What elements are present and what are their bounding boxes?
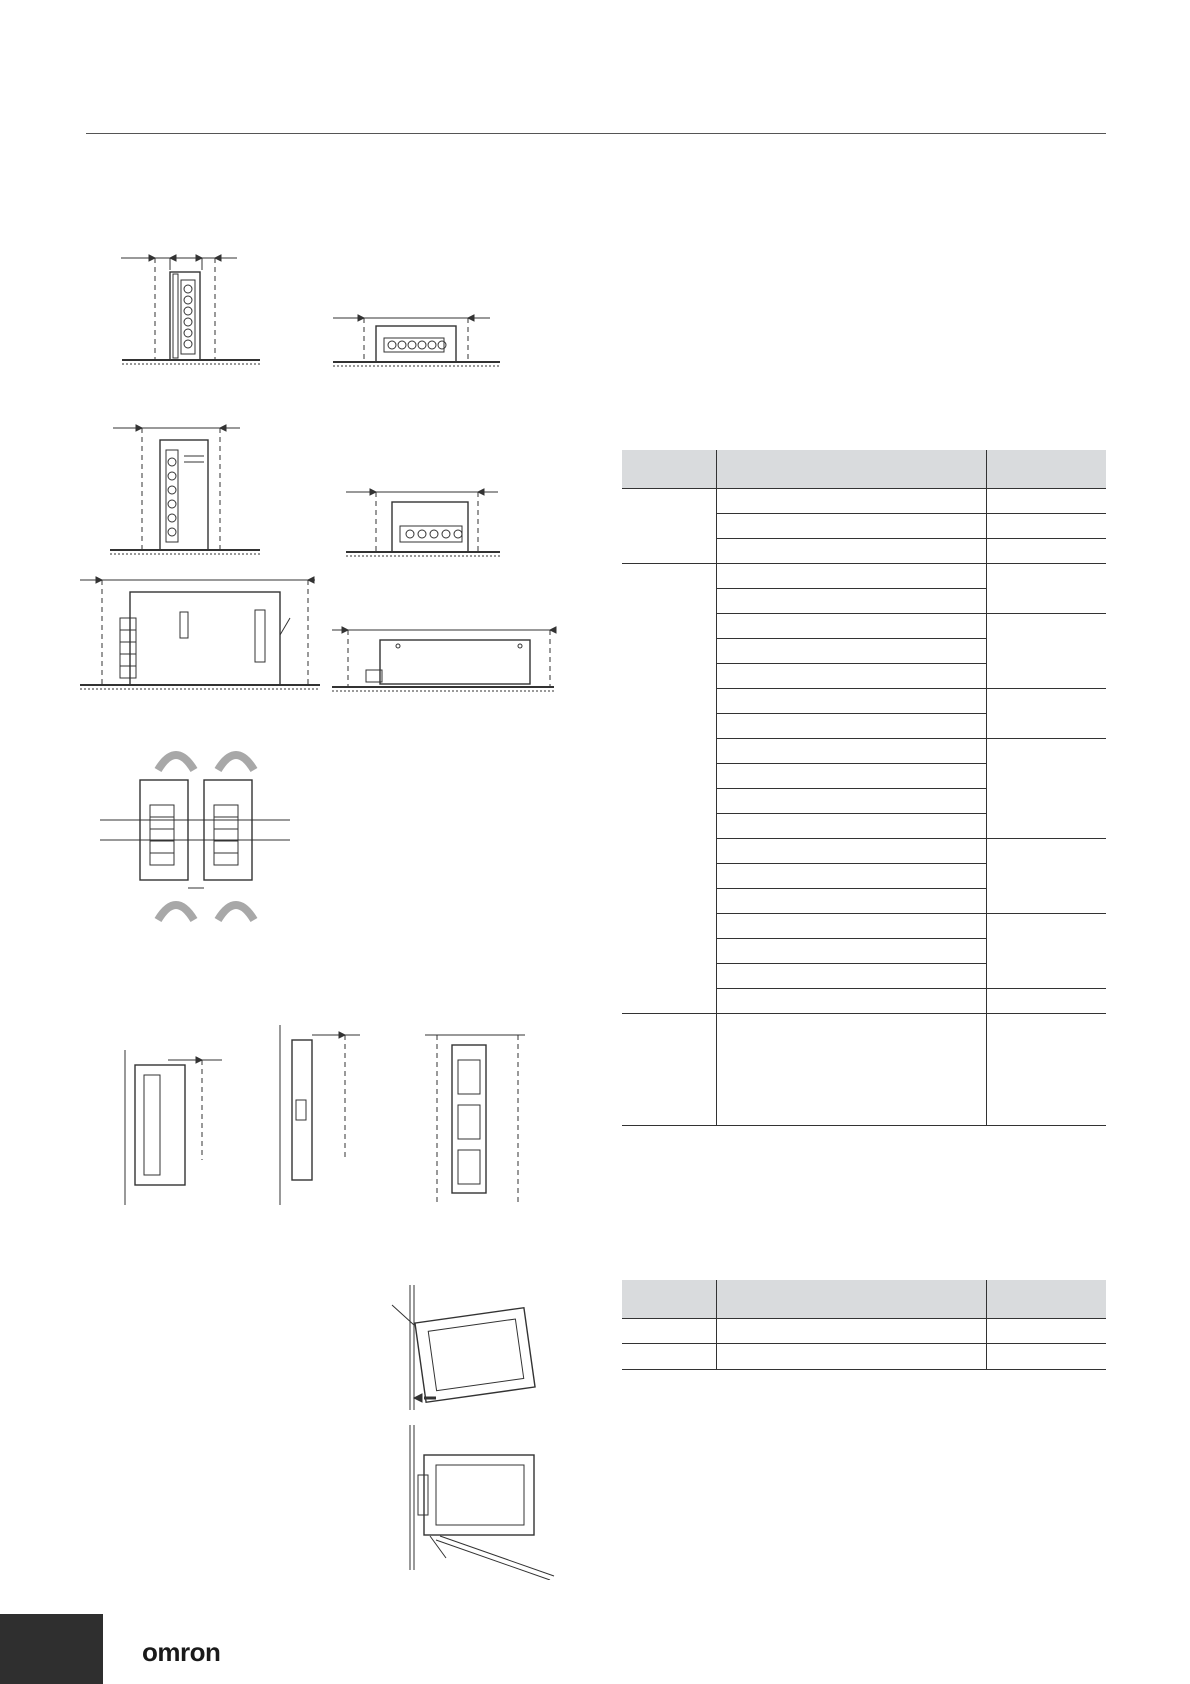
mounting-figure-side-1: [333, 315, 500, 366]
table-2-header: [622, 1280, 1106, 1318]
table-1: [622, 450, 1106, 1126]
airflow-figure: [100, 755, 290, 920]
header-rule: [86, 133, 1106, 134]
clearance-figure-side: [280, 1025, 360, 1205]
mounting-figure-side-3: [332, 627, 556, 691]
mounting-figure-front-3: [80, 577, 320, 689]
din-rail-figure-mount: [392, 1285, 535, 1410]
table-2: [622, 1280, 1106, 1370]
clearance-figure-front: [125, 1050, 222, 1205]
mounting-figure-front-2: [110, 425, 260, 554]
omron-logo: [142, 1636, 242, 1668]
din-rail-figure-remove: [410, 1425, 554, 1580]
svg-text:omron: omron: [142, 1637, 221, 1667]
mounting-drawings: [80, 240, 580, 1580]
mounting-figure-front-1: [121, 255, 260, 364]
mounting-figure-side-2: [346, 489, 500, 556]
footer-tab-block: [0, 1614, 103, 1684]
clearance-figure-top: [425, 1035, 525, 1205]
table-1-header: [622, 450, 1106, 488]
